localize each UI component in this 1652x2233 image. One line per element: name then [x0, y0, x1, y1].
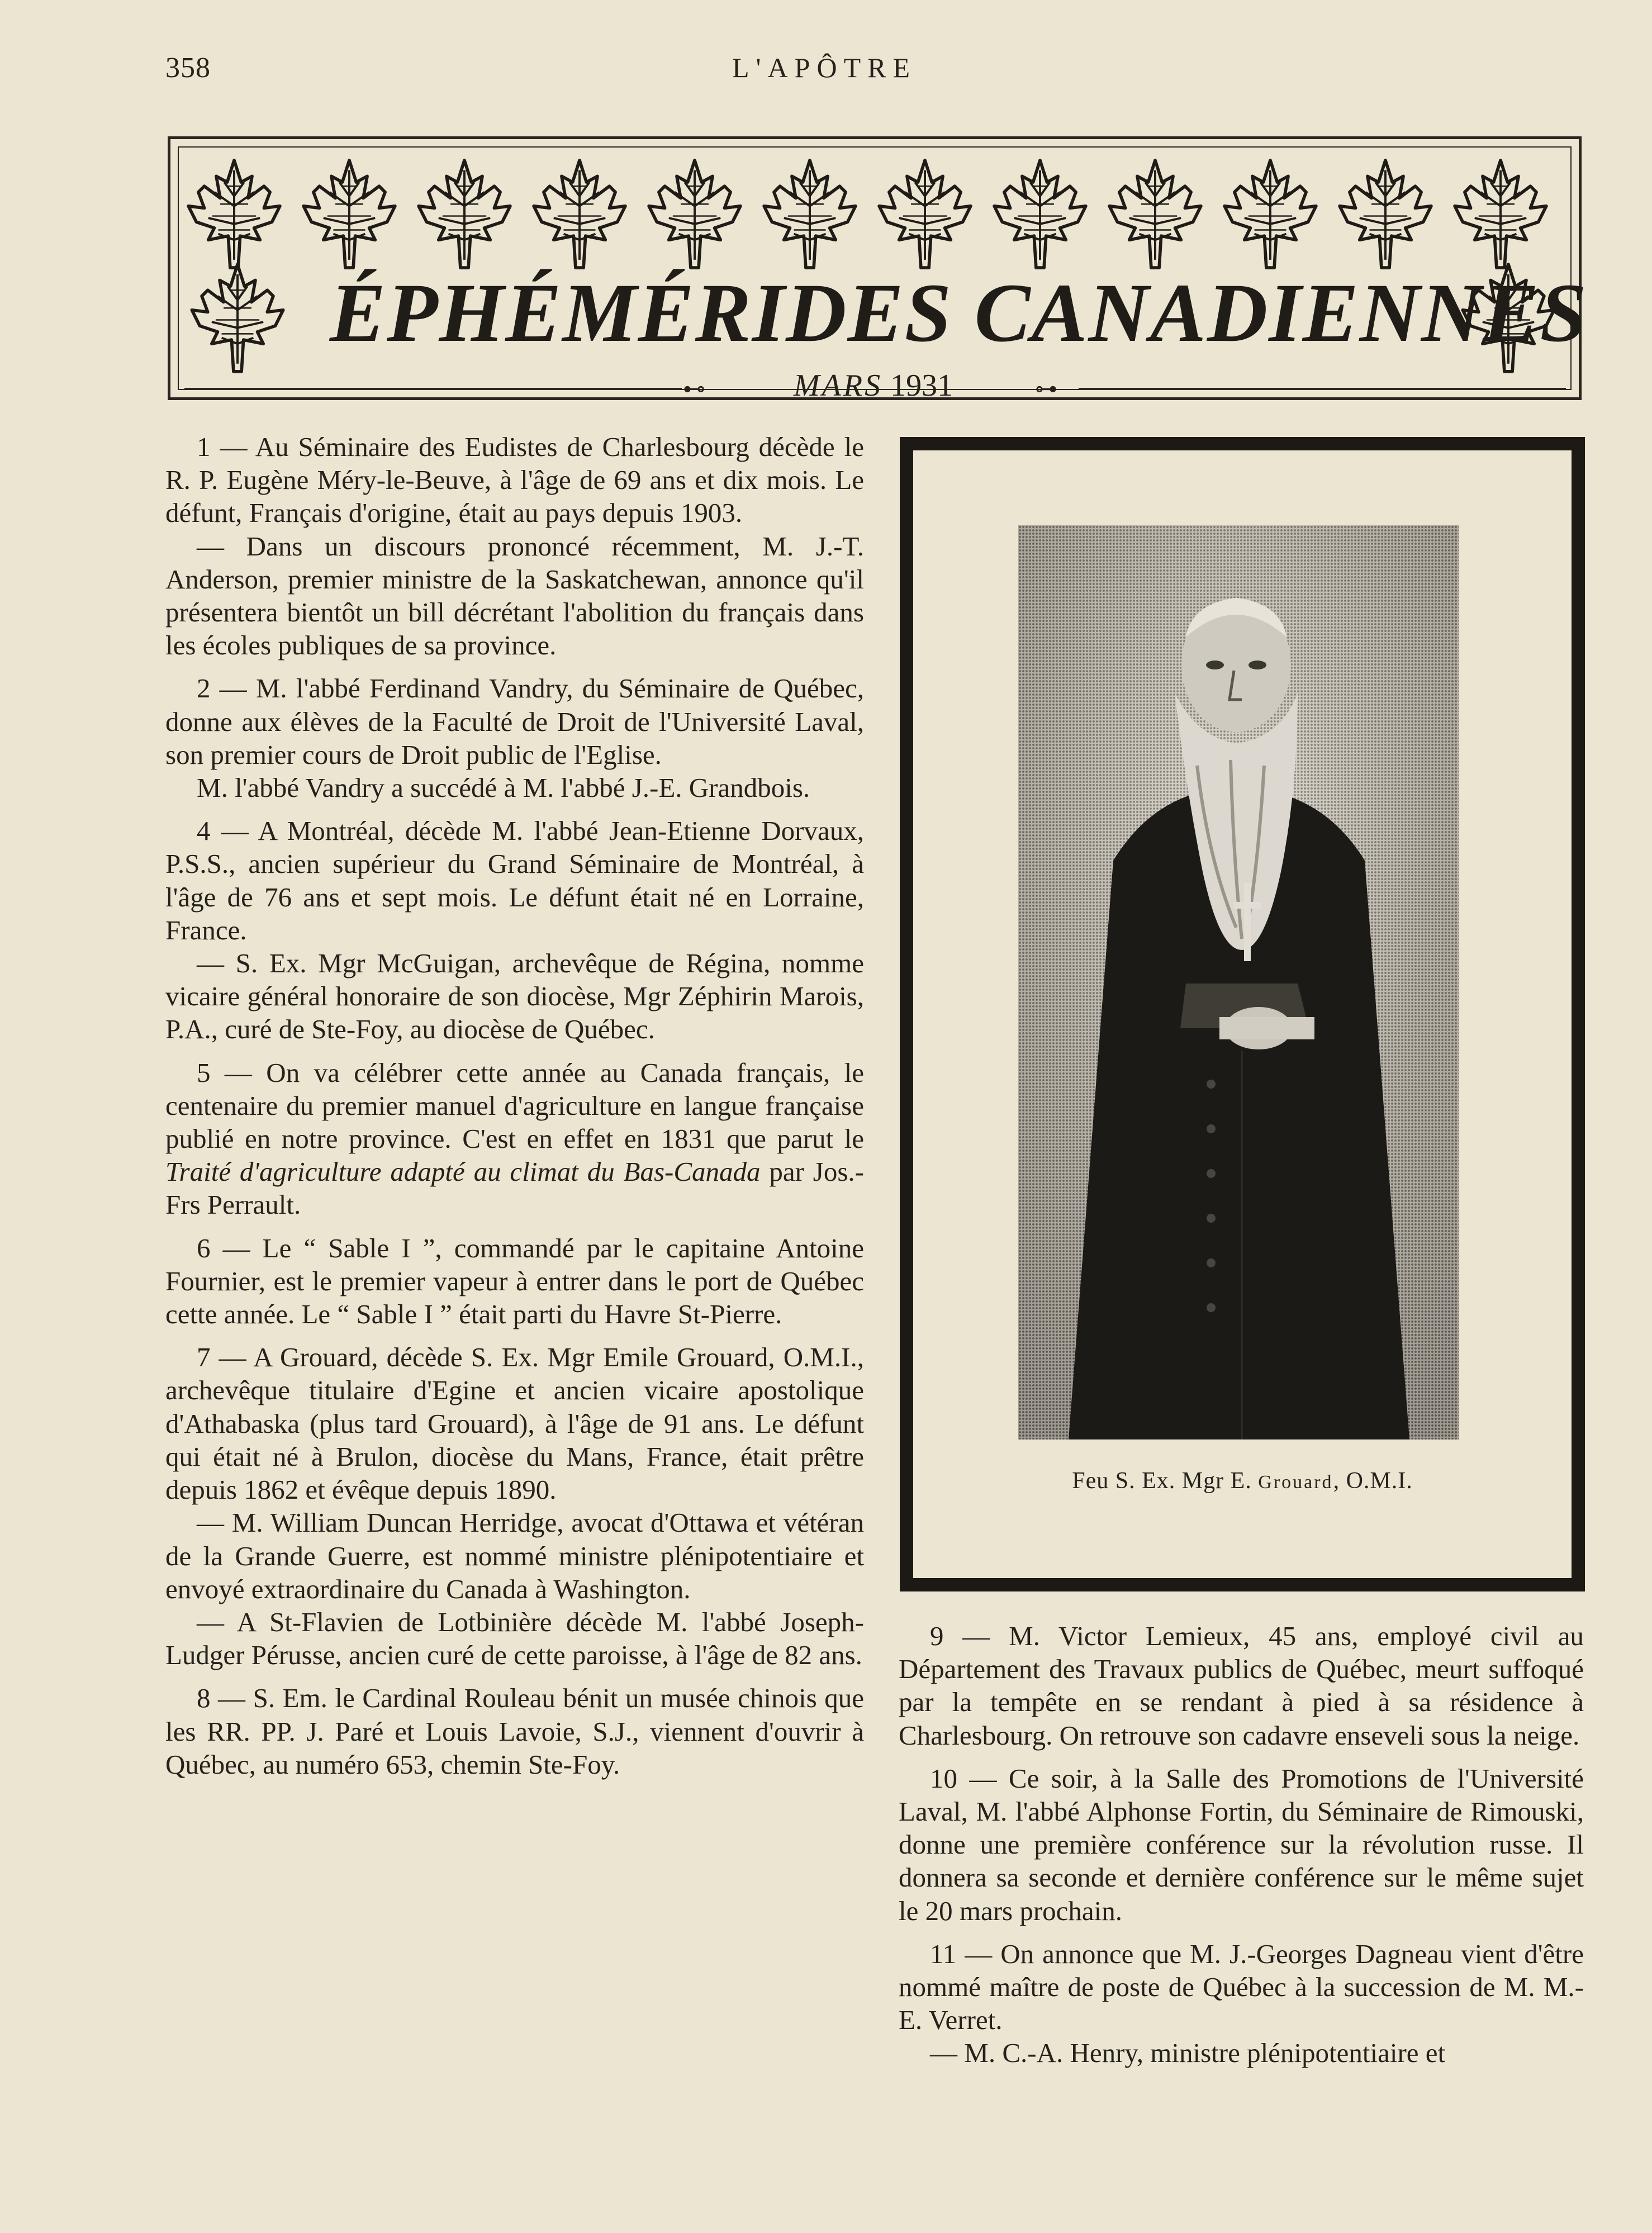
photo-caption: [900, 1467, 1585, 1494]
entry-11-paragraph: — M. C.-A. Henry, ministre plénipotentiaire et: [930, 2037, 1446, 2069]
banner-rule-left: [184, 388, 682, 389]
entry-11-paragraph: 11 — On annonce que M. J.-Georges Dagneau vient d'être nommé maître de poste de Québec à la succession de M. M.-E. Verret.: [899, 1938, 1584, 2036]
portrait-photo: [1018, 525, 1459, 1439]
entry-5-text-end: par Jos.-Frs Perrault.: [165, 1156, 864, 1220]
maple-leaf-icon: [1336, 152, 1435, 276]
caption-name: Grouard: [1258, 1472, 1333, 1493]
entry-1-paragraph: 1 — Au Séminaire des Eudistes de Charlesbourg décède le R. P. Eugène Méry-le-Beuve, à l'âge de 69 ans et dix mois. Le défunt, Français d'origine, était au pays depuis 1903.: [165, 431, 864, 529]
entry-5-paragraph: [165, 1056, 864, 1222]
maple-leaf-icon: [300, 152, 399, 276]
maple-leaf-icon: [645, 152, 744, 276]
maple-leaf-icon: [188, 260, 287, 376]
entry-4-paragraph: 4 — A Montréal, décède M. l'abbé Jean-Etienne Dorvaux, P.S.S., ancien supérieur du Grand Séminaire de Montréal, à l'âge de 76 ans et sept mois. Le défunt était né en Lorraine, France.: [165, 815, 864, 946]
entry-7-paragraph: — M. William Duncan Herridge, avocat d'Ottawa et vétéran de la Grande Guerre, est nommé ministre plénipotentiaire et envoyé extraordinaire du Canada à Washington.: [165, 1507, 864, 1604]
entry-5-text: 5 — On va célébrer cette année au Canada français, le centenaire du premier manuel d'agriculture en langue française publié en notre province. C'est en effet en 1831 que parut le: [165, 1057, 864, 1154]
maple-leaf-row: [184, 150, 1566, 278]
banner-year: 1931: [890, 368, 953, 403]
maple-leaf-icon: [875, 152, 975, 276]
entry-9-paragraph: 9 — M. Victor Lemieux, 45 ans, employé civil au Département des Travaux publics de Québec, meurt suffoqué par la tempête en se rendant à pied à sa résidence à Charlesbourg. On retrouve son cadavre enseveli sous la neige.: [899, 1621, 1584, 1751]
left-column: [165, 430, 864, 1781]
page-number: 358: [165, 52, 211, 84]
maple-leaf-icon: [760, 152, 860, 276]
banner-rule-right: [1079, 388, 1566, 389]
entry-8-paragraph: 8 — S. Em. le Cardinal Rouleau bénit un musée chinois que les RR. PP. J. Paré et Louis Lavoie, S.J., viennent d'ouvrir à Québec, au numéro 653, chemin Ste-Foy.: [165, 1683, 864, 1780]
caption-suffix: , O.M.I.: [1333, 1468, 1413, 1494]
entry-2-paragraph: 2 — M. l'abbé Ferdinand Vandry, du Séminaire de Québec, donne aux élèves de la Faculté de Droit de l'Université Laval, son premier cours de Droit public de l'Eglise.: [165, 673, 864, 770]
entry-6-paragraph: 6 — Le “ Sable I ”, commandé par le capitaine Antoine Fournier, est le premier vapeur à entrer dans le port de Québec cette année. Le “ Sable I ” était parti du Havre St-Pierre.: [165, 1232, 864, 1330]
entry-10-paragraph: 10 — Ce soir, à la Salle des Promotions de l'Université Laval, M. l'abbé Alphonse Fortin, du Séminaire de Rimouski, donne une première conférence sur la révolution russe. Il donnera sa seconde et dernière conférence sur le même sujet le 20 mars prochain.: [899, 1762, 1584, 1926]
entry-2-paragraph: M. l'abbé Vandry a succédé à M. l'abbé J.-E. Grandbois.: [197, 772, 810, 804]
maple-leaf-icon: [1105, 152, 1205, 276]
maple-leaf-icon: [530, 152, 629, 276]
maple-leaf-icon: [415, 152, 514, 276]
ornament-left-icon: ⊷: [683, 376, 705, 401]
banner-month: MARS: [794, 368, 883, 403]
ornament-right-icon: ⊶: [1035, 376, 1057, 401]
banner-date: [794, 368, 953, 403]
entry-4-paragraph: — S. Ex. Mgr McGuigan, archevêque de Régina, nomme vicaire général honoraire de son diocèse, Mgr Zéphirin Marois, P.A., curé de Ste-Foy, au diocèse de Québec.: [165, 948, 864, 1045]
caption-prefix: Feu S. Ex. Mgr E.: [1072, 1468, 1252, 1494]
book-title: Traité d'agriculture adapté au climat du Bas-Canada: [165, 1156, 761, 1187]
maple-leaf-icon: [990, 152, 1090, 276]
entry-7-paragraph: — A St-Flavien de Lotbinière décède M. l'abbé Joseph-Ludger Pérusse, ancien curé de cette paroisse, à l'âge de 82 ans.: [165, 1606, 864, 1671]
entry-1-paragraph: — Dans un discours prononcé récemment, M. J.-T. Anderson, premier ministre de la Saskatchewan, annonce qu'il présentera bientôt un bill décrétant l'abolition du français dans les écoles publiques de sa province.: [165, 530, 864, 661]
right-column: [899, 1619, 1584, 2070]
maple-leaf-icon: [1451, 152, 1550, 276]
maple-leaf-icon: [1221, 152, 1320, 276]
banner-title: ÉPHÉMÉRIDES CANADIENNES: [330, 267, 1588, 359]
running-title: L'APÔTRE: [732, 52, 917, 83]
maple-leaf-icon: [184, 152, 284, 276]
entry-7-paragraph: 7 — A Grouard, décède S. Ex. Mgr Emile Grouard, O.M.I., archevêque titulaire d'Egine et ancien vicaire apostolique d'Athabaska (plus tard Grouard), à l'âge de 91 ans. Le défunt qui était né à Brulon, diocèse du Mans, France, était prêtre depuis 1862 et évêque depuis 1890.: [165, 1342, 864, 1505]
